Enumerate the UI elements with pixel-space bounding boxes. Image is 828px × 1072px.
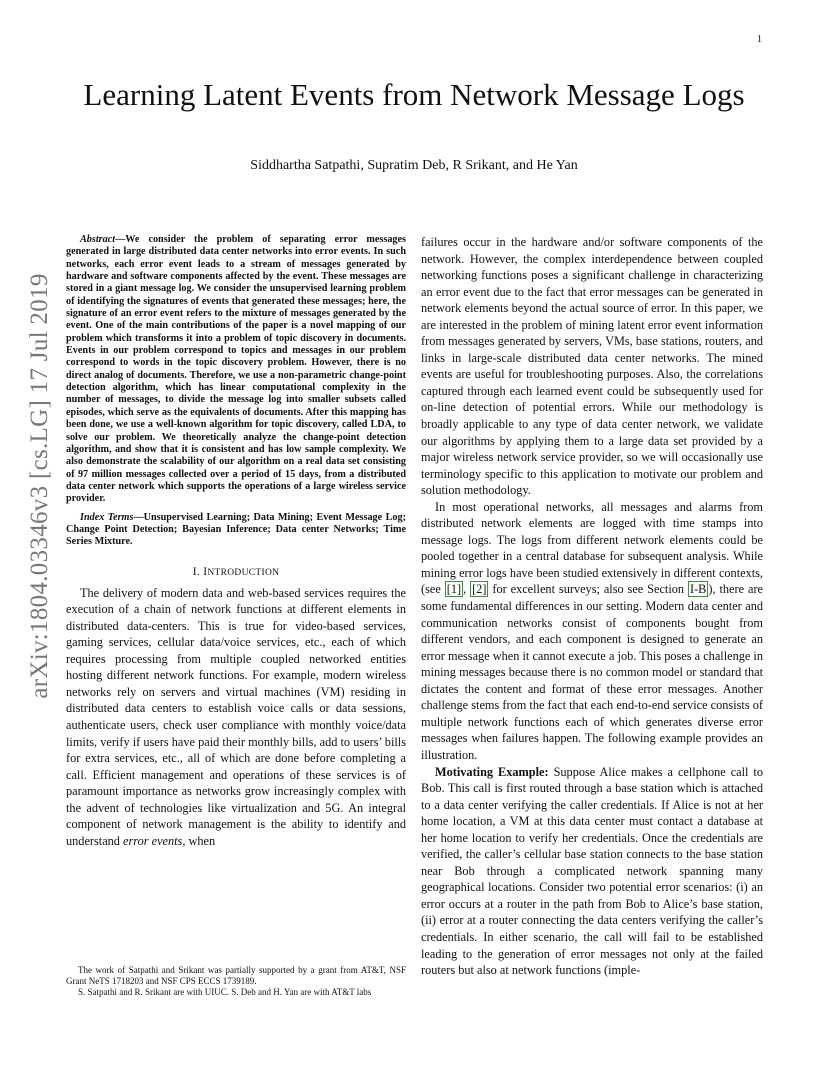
right-column <box>421 234 763 979</box>
intro-paragraph <box>66 585 406 850</box>
citation-link-2[interactable]: [2] <box>472 582 487 597</box>
citation-link-1[interactable]: [1] <box>446 582 462 597</box>
arxiv-stamp: arXiv:1804.03346v3 [cs.LG] 17 Jul 2019 <box>26 273 53 699</box>
intro-text: The delivery of modern data and web-based services requires the execution of a chain of network functions at different elements in distributed data-centers. This is true for video-based services, gaming services, cellular data/voice services, etc., each of which requires processing from multiple coupled networked entities hosting different network functions. For example, modern wireless networks rely on servers and virtual machines (VM) residing in distributed data centers to establish voice calls or data sessions, authenticate users, check user compliance with monthly voice/data limits, verify if users have paid their monthly bills, add to users’ bills for extra services, etc., all of which are done before completing a call. Efficient management and operations of these services is of paramount importance as networks grow increasingly complex with the advent of technologies like virtualization and 5G. An integral component of network management is the ability to identify and understand <box>66 585 406 848</box>
motivating-example-label: Motivating Example: <box>435 764 549 779</box>
intro-emphasis: error events <box>123 833 183 848</box>
p2-text-d: ), there are some fundamental differences in our setting. Modern data center and communication networks consist of components bought from different vendors, and each component is designed to generate an error message when it cannot execute a job. This poses a challenge in mining messages because there is no common model or standard that dictates the content and format of these error messages. Another challenge stems from the fact that each end-to-end service consists of multiple network functions each of which generates diverse error messages when failures happen. The following example provides an illustration. <box>421 582 763 762</box>
section-initial: I <box>203 565 208 578</box>
abstract-text: —We consider the problem of separating error messages generated in large distributed data center networks into error events. In such networks, each error event leads to a stream of messages generated by hardware and software components affected by the event. These messages are stored in a giant message log. We consider the unsupervised learning problem of identifying the signatures of events that generated these messages; here, the signature of an error event refers to the mixture of messages generated by the event. One of the main contributions of the paper is a novel mapping of our problem which transforms it into a problem of topic discovery in documents. Events in our problem correspond to topics and messages in our problem correspond to words in the topic discovery problem. However, there is no direct analog of documents. Therefore, we use a non-parametric change-point detection algorithm, which has linear computational complexity in the number of messages, to divide the message log into smaller subsets called episodes, which serve as the equivalents of documents. After this mapping has been done, we use a well-known algorithm for topic discovery, called LDA, to solve our problem. We theoretically analyze the change-point detection algorithm, and show that it is consistent and has low sample complexity. We also demonstrate the scalability of our algorithm on a real data set consisting of 97 million messages collected over a period of 15 days, from a distributed data center network which supports the operations of a large wireless service provider. <box>66 234 406 505</box>
page-number: 1 <box>757 34 762 45</box>
p2-text-a: In most operational networks, all messages and alarms from distributed network elements are logged with time stamps into message logs. The logs from different network elements could be pooled together in a central database for subsequent analysis. While mining error logs have been studied extensively in different contexts, (see <box>421 499 763 597</box>
index-terms <box>66 512 406 549</box>
abstract <box>66 234 406 506</box>
right-paragraph-1: failures occur in the hardware and/or software components of the network. However, the complex interdependence between coupled networking functions poses a significant challenge in characterizing an error event due to the fact that error messages can be generated in network elements beyond the actual source of error. In this paper, we are interested in the problem of mining latent error event information from messages generated by servers, VMs, base stations, routers, and links in large-scale distributed data center networks. The mined events are useful for troubleshooting purposes. Also, the correlations captured through each learned event could be subsequently used for on-line detection of potential errors. While our methodology is broadly applicable to any type of data center network, we validate our algorithms by applying them to a large data set provided by a major wireless network service provider, so we will occasionally use terminology specific to this application to motivate our problem and solution methodology. <box>421 235 763 498</box>
section-heading-introduction <box>66 566 406 578</box>
footnote-funding: The work of Satpathi and Srikant was partially supported by a grant from AT&T, NSF Grant NeTS 1718203 and NSF CPS ECCS 1739189. <box>66 965 406 987</box>
section-link-1b[interactable]: I-B <box>689 582 707 597</box>
paper-title: Learning Latent Events from Network Message Logs <box>83 77 745 112</box>
footnote-affiliation: S. Satpathi and R. Srikant are with UIUC. S. Deb and H. Yan are with AT&T labs <box>78 987 372 998</box>
p2-text-b: , <box>463 582 471 597</box>
right-paragraph-3 <box>421 764 763 979</box>
author-list: Siddhartha Satpathi, Supratim Deb, R Srikant, and He Yan <box>250 158 578 173</box>
left-column <box>66 234 406 849</box>
motivating-example-text: Suppose Alice makes a cellphone call to Bob. This call is first routed through a base station which is attached to a data center verifying the caller credentials. If Alice is not at her home location, a VM at this data center must contact a database at her home location to verify her credentials. Once the credentials are verified, the caller’s cellular base station connects to the base station near Bob through a complicated network spanning many geographical locations. Consider two potential error scenarios: (i) an error occurs at a router in the path from Bob to Alice’s base station, (ii) error at a router connecting the data centers verifying the caller’s credentials. In either scenario, the call will fail to be established leading to the generation of error messages not only at the failed routers but also at network functions (imple- <box>421 764 764 978</box>
right-paragraph-2 <box>421 499 763 764</box>
section-number: I. <box>192 565 204 578</box>
intro-text-tail: , when <box>182 833 216 848</box>
p2-text-c: for excellent surveys; also see Section <box>488 582 688 597</box>
abstract-label: Abstract <box>80 234 116 245</box>
index-terms-text: —Unsupervised Learning; Data Mining; Event Message Log; Change Point Detection; Bayesian Inference; Data center Networks; Time Series Mixture. <box>66 511 406 548</box>
section-title-rest: NTRODUCTION <box>207 567 280 578</box>
footnotes <box>66 965 406 999</box>
index-terms-label: Index Terms <box>80 511 134 523</box>
